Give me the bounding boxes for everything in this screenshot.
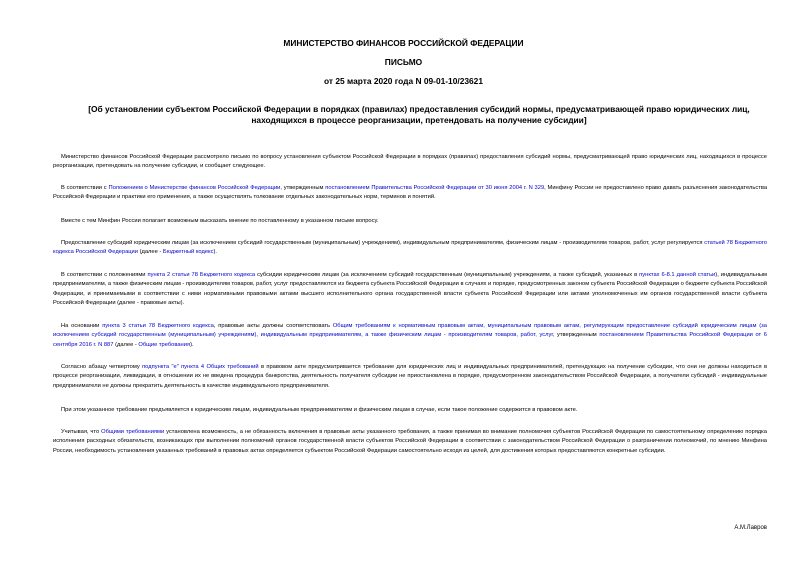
link-general-requirements-full[interactable]: Общим требованиям к нормативным правовым актам, муниципальным правовым актам, регулирующим предоставление субсидий юридическим лицам (за исключением субсидий государственным (муниципальным) учреждениям), индивидуальным предпринимателям, а также физическим лицам - производителям товаров, работ, услуг: [53, 323, 768, 339]
paragraph-8: [53, 406, 767, 415]
paragraph-text: Министерство финансов Российской Федерации рассмотрело письмо по вопросу установления субъектом Российской Федерации в порядках (правилах) предоставления субсидий нормы, предусматривающей право юридических лиц, находящихся в процессе реорганизации, претендовать на получение субсидии, и сообщает следующее.: [53, 154, 767, 170]
document-type: ПИСЬМО: [384, 57, 423, 67]
paragraph-text: ).: [213, 249, 218, 256]
paragraph-text: При этом указанное требование предъявляется к юридическим лицам, индивидуальным предпринимателям и физическим лицам в случае, если такое положение содержится в правовом акте.: [61, 407, 578, 413]
paragraph-text: Вместе с тем Минфин России полагает возможным высказать мнение по поставленному в указанном письме вопросу.: [61, 218, 379, 224]
link-points-6-8-1[interactable]: пунктах 6-8.1 данной статьи: [639, 272, 716, 278]
document-date-number: от 25 марта 2020 года N 09-01-10/23621: [324, 76, 483, 86]
document-subject: [Об установлении субъектом Российской Федерации в порядках (правилах) предоставления субсидий нормы, предусматривающей право юридических лиц, находящихся в процессе реорганизации, претендовать на получение субсидии]: [88, 104, 750, 125]
paragraph-text: , правовые акты должны соответствовать: [213, 323, 333, 329]
paragraph-5: [53, 271, 767, 309]
paragraph-text: , утвержденным: [280, 185, 326, 191]
paragraph-text: В соответствии с положениями: [61, 272, 148, 278]
paragraph-3: [53, 217, 767, 226]
paragraph-text: установлена возможность, а не обязанность включения в правовые акты указанного требования, а также принимая во внимание полномочия субъектов Российской Федерации по самостоятельному определению порядка исполнения расходных обязательств, возникающих при выполнении полномочий органов государственной власти субъектов Российской Федерации в соответствии с законодательством Российской Федерации о разграничении полномочий, по мнению Минфина России, необходимость установления указанных требований в правовых актах определяется субъектом Российской Федерации самостоятельно исходя из целей, для достижения которых предоставляются конкретные субсидии.: [53, 429, 768, 454]
paragraph-9: [53, 428, 767, 456]
link-budget-code[interactable]: Бюджетный кодекс: [162, 249, 214, 256]
link-general-requirements[interactable]: Общие требования: [138, 341, 191, 348]
paragraph-text: ), индивидуальным предпринимателям, а также физическим лицам - производителям товаров, работ, услуг предоставляются из бюджета субъекта Российской Федерации в случаях и порядке, предусмотренных законом субъекта Российской Федерации о бюджете субъекта Российской Федерации, и принимаемыми в соответствии с ними нормативными правовыми актами высшего исполнительного органа государственной власти субъекта Российской Федерации или актами уполномоченных им органов государственной власти субъекта Российской Федерации (далее - правовые акты).: [53, 272, 767, 307]
paragraph-text: Учитывая, что: [61, 429, 102, 435]
link-resolution-887[interactable]: постановлением Правительства Российской Федерации от 6 сентября 2016 г. N 887: [53, 332, 767, 348]
ministry-title: МИНИСТЕРСТВО ФИНАНСОВ РОССИЙСКОЙ ФЕДЕРАЦИИ: [283, 38, 524, 48]
link-subpoint-e-point-4[interactable]: подпункта "е" пункта 4 Общих требований: [142, 364, 259, 370]
link-regulation-minfin[interactable]: Положением о Министерстве финансов Российской Федерации: [108, 185, 281, 191]
paragraph-6: [53, 322, 767, 350]
paragraph-text: (далее -: [113, 341, 139, 348]
paragraph-2: [53, 184, 767, 203]
paragraph-text: субсидии юридическим лицам (за исключением субсидий государственным (муниципальным) учреждениям, а также субсидий, указанных в: [255, 272, 640, 278]
paragraph-4: [53, 239, 767, 258]
paragraph-1: [53, 153, 767, 172]
signature: А.М.Лавров: [734, 525, 767, 531]
paragraph-7: [53, 363, 767, 391]
paragraph-text: в правовом акте предусматривается требование для юридических лиц и индивидуальных предпринимателей, претендующих на получение субсидии, что они не должны находиться в процессе реорганизации, ликвидации, в отношении их не введена процедура банкротства, деятельность получателя субсидии не приостановлена в порядке, предусмотренном законодательством Российской Федерации, а получатели субсидий - индивидуальные предприниматели не должны прекратить деятельность в качестве индивидуального предпринимателя.: [53, 364, 767, 389]
paragraph-text: ).: [190, 341, 194, 348]
link-resolution-329[interactable]: постановлением Правительства Российской Федерации от 30 июня 2004 г. N 329: [325, 185, 545, 191]
paragraph-text: Согласно абзацу четвертому: [61, 364, 143, 370]
paragraph-text: Предоставление субсидий юридическим лицам (за исключением субсидий государственным (муниципальным) учреждениям), индивидуальным предпринимателям, физическим лицам - производителям товаров, работ, услуг регулируется: [61, 240, 705, 246]
paragraph-text: В соответствии с: [61, 185, 109, 191]
link-article-78-point-2[interactable]: пункта 2 статьи 78 Бюджетного кодекса: [147, 272, 256, 278]
link-general-requirements-2[interactable]: Общими требованиями: [101, 429, 165, 435]
link-article-78[interactable]: статьей 78 Бюджетного кодекса Российской Федерации: [53, 240, 767, 256]
paragraph-text: На основании: [61, 323, 103, 329]
paragraph-text: (далее -: [137, 249, 163, 256]
paragraph-text: , утвержденным: [552, 332, 600, 339]
link-article-78-point-3[interactable]: пункта 3 статьи 78 Бюджетного кодекса: [102, 323, 214, 329]
paragraph-text: , Минфину России не предоставлено право давать разъяснения законодательства Российской Федерации и практики его применения, а также осуществлять толкование отдельных законодательных норм, терминов и понятий.: [53, 185, 768, 201]
